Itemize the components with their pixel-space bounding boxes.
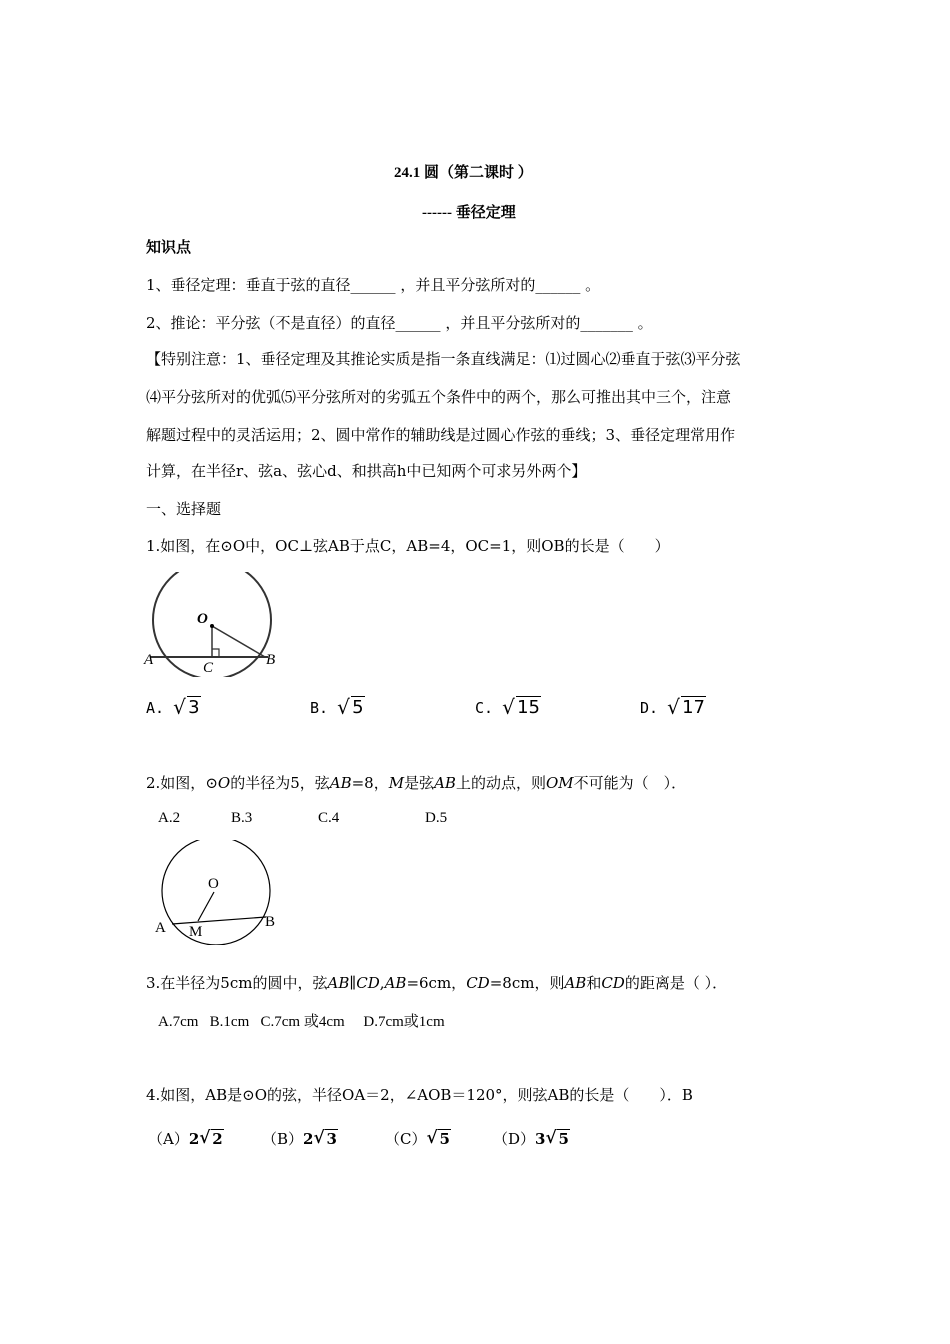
q2-label-o: O xyxy=(208,876,219,892)
q1-right-angle-mark xyxy=(212,649,219,657)
q2-option-b: B.3 xyxy=(231,810,253,826)
q3-options: A.7cm B.1cm C.7cm 或4cm D.7cm或1cm xyxy=(158,1014,445,1030)
page-subtitle: ------ 垂径定理 xyxy=(422,205,516,221)
q4-option-a: （A）2√ 2 xyxy=(148,1128,224,1149)
q4-option-c: （C）√ 5 xyxy=(385,1128,451,1149)
q2-option-a: A.2 xyxy=(158,810,181,826)
note-line-4: 计算，在半径r、弦a、弦心d、和拱高h中已知两个可求另外两个】 xyxy=(146,462,587,480)
q1-label-b: B xyxy=(266,652,276,668)
note-line-2: ⑷平分弦所对的优弧⑸平分弦所对的劣弧五个条件中的两个，那么可推出其中三个，注意 xyxy=(146,388,732,406)
q2-label-m: M xyxy=(189,924,203,940)
q3-stem: 3.在半径为5cm的圆中，弦AB∥CD,AB=6cm，CD=8cm，则AB和CD的距离是（ ）． xyxy=(146,974,728,992)
q2-segment-om xyxy=(198,892,214,921)
q1-label-c: C xyxy=(203,660,214,676)
q4-stem: 4.如图，AB是⊙O的弦，半径OA＝2，∠AOB＝120°，则弦AB的长是（ ）．B xyxy=(146,1086,693,1104)
q2-figure xyxy=(150,840,285,945)
q1-option-c: C. √ 15 xyxy=(475,697,541,718)
note-line-1: 【特别注意：1、垂径定理及其推论实质是指一条直线满足：⑴过圆心⑵垂直于弦⑶平分弦 xyxy=(146,350,741,368)
q1-stem: 1.如图，在⊙O中，OC⊥弦AB于点C，AB=4，OC=1，则OB的长是（ ） xyxy=(146,537,670,555)
q2-label-a: A xyxy=(155,920,166,936)
page-title: 24.1 圆（第二课时 ） xyxy=(394,165,533,181)
q1-label-o: O xyxy=(197,611,208,627)
q2-option-c: C.4 xyxy=(318,810,340,826)
q1-center-dot xyxy=(210,624,214,628)
q1-option-d: D. √ 17 xyxy=(640,697,706,718)
section-heading: 一、选择题 xyxy=(146,500,222,518)
q2-circle xyxy=(162,840,270,945)
q2-stem: 2.如图，⊙O的半径为5，弦AB=8，M是弦AB上的动点，则OM不可能为（ ）． xyxy=(146,774,687,792)
q4-option-b: （B）2√ 3 xyxy=(262,1128,338,1149)
knowledge-item-1: 1、垂径定理：垂直于弦的直径______ ，并且平分弦所对的______ 。 xyxy=(146,276,601,294)
q2-option-d: D.5 xyxy=(425,810,448,826)
q2-chord-ab xyxy=(172,917,266,924)
q1-option-b: B. √ 5 xyxy=(310,697,365,718)
note-line-3: 解题过程中的灵活运用；2、圆中常作的辅助线是过圆心作弦的垂线；3、垂径定理常用作 xyxy=(146,426,736,444)
q4-option-d: （D）3√ 5 xyxy=(493,1128,570,1149)
q2-label-b: B xyxy=(265,914,276,930)
q1-label-a: A xyxy=(144,652,154,668)
knowledge-heading: 知识点 xyxy=(146,238,192,256)
q1-figure xyxy=(140,572,290,677)
knowledge-item-2: 2、推论：平分弦（不是直径）的直径______ ，并且平分弦所对的_______ 。 xyxy=(146,314,653,332)
q1-segment-ob xyxy=(212,626,265,657)
q1-option-a: A. √ 3 xyxy=(146,697,201,718)
